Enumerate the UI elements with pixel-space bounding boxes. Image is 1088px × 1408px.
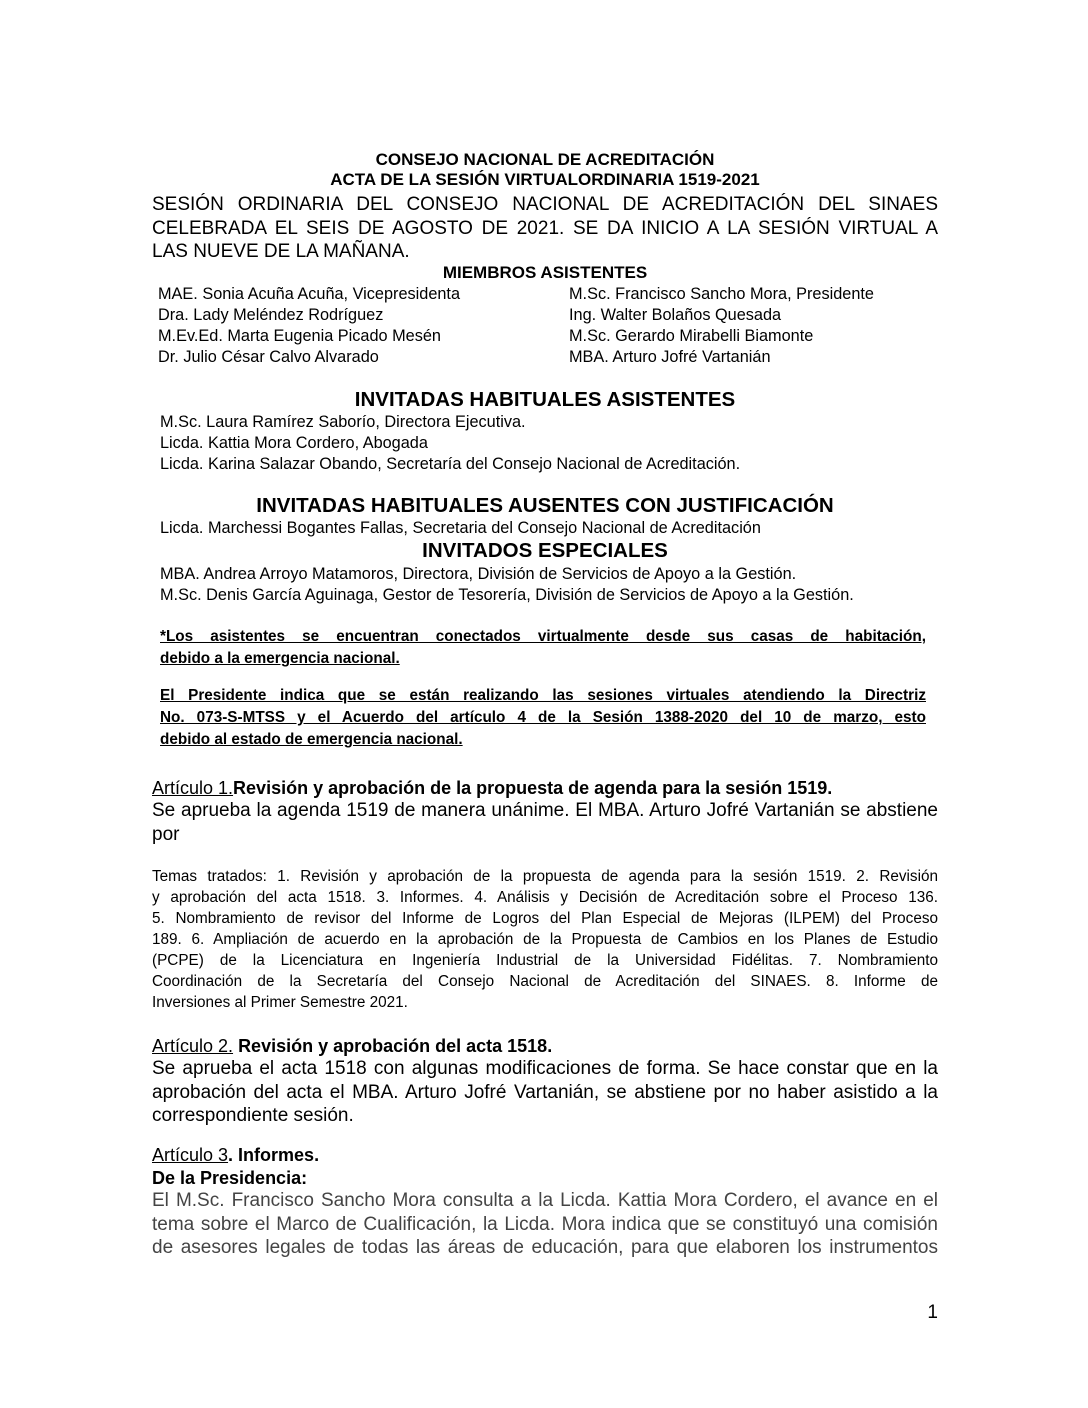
member-item: M.Ev.Ed. Marta Eugenia Picado Mesén <box>158 327 441 345</box>
article-1-line: Se aprueba la agenda 1519 de manera unánime. El MBA. Arturo Jofré Vartanián se abstiene <box>152 800 938 821</box>
article-1-line: por <box>152 823 180 845</box>
topics-discussed <box>152 866 938 1013</box>
topics-line: Coordinación de la Secretaría del Consejo Nacional de Acreditación del SINAES. 8. Informe de <box>152 973 938 990</box>
article-2-line: aprobación del acta el MBA. Arturo Jofré Vartanián, se abstiene por no haber asistido a la <box>152 1081 938 1103</box>
article-3-label: Artículo 3 <box>152 1145 229 1165</box>
article-3-line: tema sobre el Marco de Cualificación, la Licda. Mora indica que se constituyó una comisión <box>152 1213 938 1235</box>
directive-note <box>160 685 926 751</box>
article-2-body <box>152 1057 938 1128</box>
virtual-attendance-note <box>160 626 926 670</box>
members-title: MIEMBROS ASISTENTES <box>442 263 648 282</box>
article-2-label: Artículo 2. <box>152 1036 234 1056</box>
topics-line: 189. 6. Ampliación de acuerdo en la aprobación de la Propuesta de Cambios en los Planes de Estudio <box>152 931 938 948</box>
topics-line: Temas tratados: 1. Revisión y aprobación de la propuesta de agenda para la sesión 1519. 2. Revisión <box>152 868 938 885</box>
article-1-body <box>152 799 938 846</box>
article-2-line: correspondiente sesión. <box>152 1105 354 1126</box>
guest-item: M.Sc. Laura Ramírez Saborío, Directora Ejecutiva. <box>160 413 526 431</box>
note-line: debido a la emergencia nacional. <box>160 650 400 667</box>
member-item: M.Sc. Gerardo Mirabelli Biamonte <box>569 327 814 345</box>
note-line: debido al estado de emergencia nacional. <box>160 731 463 748</box>
intro-line: SESIÓN ORDINARIA DEL CONSEJO NACIONAL DE ACREDITACIÓN DEL SINAES <box>152 194 938 215</box>
intro-line: CELEBRADA EL SEIS DE AGOSTO DE 2021. SE DA INICIO A LA SESIÓN VIRTUAL A <box>152 217 938 239</box>
page-number: 1 <box>927 1302 938 1323</box>
member-item: M.Sc. Francisco Sancho Mora, Presidente <box>569 285 874 303</box>
member-item: MAE. Sonia Acuña Acuña, Vicepresidenta <box>158 285 461 303</box>
article-2-heading <box>152 1035 938 1057</box>
header-council-title: CONSEJO NACIONAL DE ACREDITACIÓN <box>375 150 715 169</box>
article-3-body <box>152 1189 938 1260</box>
guests-present-title: INVITADAS HABITUALES ASISTENTES <box>354 388 736 411</box>
note-line: No. 073-S-MTSS y el Acuerdo del artículo 4 de la Sesión 1388-2020 del 10 de marzo, esto <box>160 709 926 726</box>
topics-line: Inversiones al Primer Semestre 2021. <box>152 994 408 1011</box>
note-line: El Presidente indica que se están realizando las sesiones virtuales atendiendo la Directriz <box>160 687 926 704</box>
guest-item: MBA. Andrea Arroyo Matamoros, Directora, División de Servicios de Apoyo a la Gestión. <box>160 565 797 583</box>
article-2-title: Revisión y aprobación del acta 1518. <box>238 1036 553 1056</box>
member-item: Dra. Lady Meléndez Rodríguez <box>158 306 384 324</box>
member-item: MBA. Arturo Jofré Vartanián <box>569 348 771 366</box>
article-2-line: Se aprueba el acta 1518 con algunas modificaciones de forma. Se hace constar que en la <box>152 1058 938 1079</box>
intro-line: LAS NUEVE DE LA MAÑANA. <box>152 241 410 262</box>
article-1-heading <box>152 777 938 799</box>
guest-item: Licda. Marchessi Bogantes Fallas, Secretaria del Consejo Nacional de Acreditación <box>160 519 761 537</box>
article-3-title: . Informes. <box>228 1145 320 1165</box>
article-3-heading <box>152 1144 938 1166</box>
special-guests-list <box>160 564 946 606</box>
member-item: Dr. Julio César Calvo Alvarado <box>158 348 379 366</box>
guests-absent-list <box>160 518 946 539</box>
guests-absent-title: INVITADAS HABITUALES AUSENTES CON JUSTIFICACIÓN <box>256 494 834 517</box>
topics-line: y aprobación del acta 1518. 3. Informes. 4. Análisis y Decisión de Acreditación sobre el Proceso 136. <box>152 889 938 906</box>
note-line: *Los asistentes se encuentran conectados virtualmente desde sus casas de habitación, <box>160 628 926 645</box>
guest-item: Licda. Kattia Mora Cordero, Abogada <box>160 434 428 452</box>
document-header <box>152 150 938 190</box>
session-intro <box>152 193 938 264</box>
guests-present-list <box>160 412 946 475</box>
article-3-subtitle: De la Presidencia: <box>152 1168 308 1188</box>
members-column-left <box>158 284 460 368</box>
topics-line: (PCPE) de la Licenciatura en Ingeniería Industrial de la Universidad Fidélitas. 7. Nombramiento <box>152 952 938 969</box>
topics-line: 5. Nombramiento de revisor del Informe de Logros del Plan Especial de Mejoras (ILPEM) del Proceso <box>152 910 938 927</box>
special-guests-title: INVITADOS ESPECIALES <box>422 539 668 562</box>
article-1-label: Artículo 1. <box>152 778 234 798</box>
members-column-right <box>569 284 874 368</box>
member-item: Ing. Walter Bolaños Quesada <box>569 306 782 324</box>
header-session-title: ACTA DE LA SESIÓN VIRTUALORDINARIA 1519-2021 <box>330 170 760 189</box>
article-1-title: Revisión y aprobación de la propuesta de agenda para la sesión 1519. <box>233 778 833 798</box>
article-3-line: de asesores legales de todas las áreas de educación, para que elaboren los instrumentos <box>152 1237 938 1258</box>
article-3-line: El M.Sc. Francisco Sancho Mora consulta a la Licda. Kattia Mora Cordero, el avance en el <box>152 1190 938 1211</box>
guest-item: M.Sc. Denis García Aguinaga, Gestor de Tesorería, División de Servicios de Apoyo a la Gestión. <box>160 586 854 604</box>
guest-item: Licda. Karina Salazar Obando, Secretaría del Consejo Nacional de Acreditación. <box>160 455 741 473</box>
